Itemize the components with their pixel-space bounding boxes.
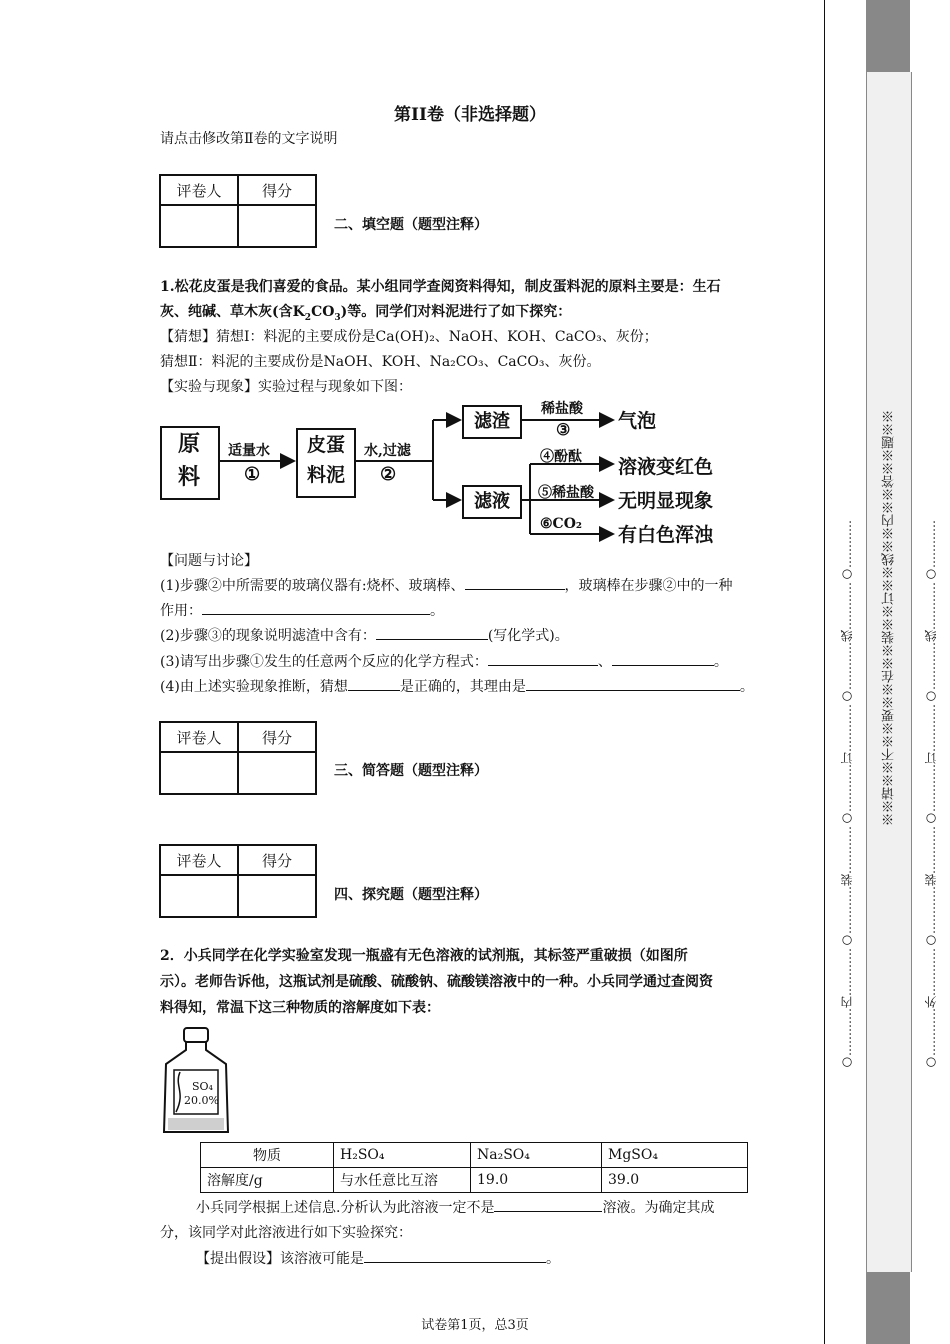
experiment-diagram <box>158 398 738 548</box>
score-table-2 <box>159 721 317 795</box>
answer-blank-7[interactable] <box>526 676 740 691</box>
table-row <box>201 1168 748 1193</box>
filtrate-box: 滤液 <box>462 485 522 519</box>
page-title: 第II卷（非选择题） <box>394 105 546 125</box>
table-cell: Na₂SO₄ <box>471 1143 602 1168</box>
page-footer: 试卷第1页，总3页 <box>421 1318 529 1333</box>
residue-box: 滤渣 <box>462 405 522 439</box>
reviewer-cell[interactable] <box>160 875 238 917</box>
red-solution-label: 溶液变红色 <box>618 456 714 478</box>
answer-blank-6[interactable] <box>348 676 400 691</box>
table-cell: 溶解度/g <box>201 1168 334 1193</box>
bubble-label: 气泡 <box>618 410 657 432</box>
answer-blank-9[interactable] <box>364 1248 546 1263</box>
step2-label: ② <box>380 464 397 485</box>
acid-label: 稀盐酸 <box>541 401 583 417</box>
reagent-bottle <box>160 1026 232 1136</box>
reviewer-cell[interactable] <box>160 752 238 794</box>
q1-exp-heading: 【实验与现象】实验过程与现象如下图： <box>160 379 412 395</box>
q2-part-1b: 分，该同学对此溶液进行如下实验探究： <box>160 1225 412 1241</box>
mud-label: 皮蛋料泥 <box>306 434 345 486</box>
score-cell[interactable] <box>238 875 316 917</box>
section-note: 请点击修改第Ⅱ卷的文字说明 <box>160 131 338 147</box>
co2-label: ⑥CO₂ <box>540 516 583 532</box>
table-cell: 物质 <box>201 1143 334 1168</box>
score-cell[interactable] <box>238 752 316 794</box>
section-heading-explore: 四、探究题（题型注释） <box>334 887 488 903</box>
q1-part-2: (2)步骤③的现象说明滤渣中含有： (写化学式)。 <box>160 625 569 645</box>
q1-part-1b: 作用： 。 <box>160 600 444 620</box>
score-label: 得分 <box>238 722 316 752</box>
q2-part-1: 小兵同学根据上述信息.分析认为此溶液一定不是 溶液。为确定其成 <box>196 1197 714 1217</box>
phenolphthalein-label: ④酚酞 <box>540 449 582 465</box>
q1-part-1: (1)步骤②中所需要的玻璃仪器有:烧杯、玻璃棒、 ，玻璃棒在步骤②中的一种 <box>160 575 733 595</box>
table-cell: MgSO₄ <box>602 1143 748 1168</box>
q1-discuss-heading: 【问题与讨论】 <box>160 553 258 569</box>
filter-label: 水,过滤 <box>364 443 411 459</box>
inner-cut-line: ○…………内…………○…………装…………○…………订…………○…………线…………○………… <box>840 520 854 1070</box>
mud-box <box>296 428 356 498</box>
raw-material-label: 原料 <box>177 431 202 490</box>
bottle-label-concentration: 20.0% <box>184 1094 219 1107</box>
answer-blank-8[interactable] <box>494 1197 602 1212</box>
q1-part-3: (3)请写出步骤①发生的任意两个反应的化学方程式： 、 。 <box>160 651 728 671</box>
margin-band-top <box>866 0 910 72</box>
score-table-1 <box>159 174 317 248</box>
answer-blank-2[interactable] <box>202 600 430 615</box>
table-cell: 与水任意比互溶 <box>334 1168 471 1193</box>
section-heading-short: 三、简答题（题型注释） <box>334 763 488 779</box>
reviewer-cell[interactable] <box>160 205 238 247</box>
answer-blank-3[interactable] <box>376 625 488 640</box>
reviewer-label: 评卷人 <box>160 845 238 875</box>
acid2-label: ⑤稀盐酸 <box>538 485 594 501</box>
table-cell: H₂SO₄ <box>334 1143 471 1168</box>
q1-text-1: 1.松花皮蛋是我们喜爱的食品。某小组同学查阅资料得知，制皮蛋料泥的原料主要是：生石 <box>160 279 721 295</box>
q1-guess-2: 猜想Ⅱ：料泥的主要成份是NaOH、KOH、Na₂CO₃、CaCO₃、灰份。 <box>160 354 601 370</box>
score-label: 得分 <box>238 175 316 205</box>
answer-blank-5[interactable] <box>612 651 714 666</box>
answer-blank-1[interactable] <box>465 575 565 590</box>
score-cell[interactable] <box>238 205 316 247</box>
no-change-label: 无明显现象 <box>618 490 714 512</box>
answer-blank-4[interactable] <box>488 651 598 666</box>
table-row <box>201 1143 748 1168</box>
score-label: 得分 <box>238 845 316 875</box>
q1-guess-1: 【猜想】猜想Ⅰ：料泥的主要成份是Ca(OH)₂、NaOH、KOH、CaCO₃、灰份； <box>160 329 658 345</box>
margin-warning: ※※请※※不※※要※※在※※装※※订※※线※※内※※答※※题※※ <box>882 410 897 826</box>
reviewer-label: 评卷人 <box>160 175 238 205</box>
q2-part-2: 【提出假设】该溶液可能是 。 <box>196 1248 560 1268</box>
step3-label: ③ <box>556 420 571 439</box>
q2-text-2: 示）。老师告诉他，这瓶试剂是硫酸、硫酸钠、硫酸镁溶液中的一种。小兵同学通过查阅资 <box>160 974 713 990</box>
reviewer-label: 评卷人 <box>160 722 238 752</box>
section-heading-fill: 二、填空题（题型注释） <box>334 217 488 233</box>
outer-cut-line: ○…………外…………○…………装…………○…………订…………○…………线…………○………… <box>924 520 938 1070</box>
margin-band-bottom <box>866 1272 910 1344</box>
q1-text-2: 灰、纯碱、草木灰(含$K_2CO_3$)等。同学们对料泥进行了如下探究： <box>160 304 572 323</box>
q2-text-3: 料得知，常温下这三种物质的溶解度如下表： <box>160 1000 440 1016</box>
bottle-label-formula: SO₄ <box>192 1080 213 1093</box>
white-precipitate-label: 有白色浑浊 <box>618 524 714 546</box>
solubility-table <box>200 1142 748 1193</box>
q1-part-4: (4)由上述实验现象推断，猜想 是正确的，其理由是 。 <box>160 676 754 696</box>
score-table-3 <box>159 844 317 918</box>
raw-material-box <box>160 426 220 500</box>
step1-label: ① <box>244 464 261 485</box>
water-label: 适量水 <box>228 443 270 459</box>
table-cell: 19.0 <box>471 1168 602 1193</box>
q2-text-1: 2．小兵同学在化学实验室发现一瓶盛有无色溶液的试剂瓶，其标签严重破损（如图所 <box>160 948 688 964</box>
table-cell: 39.0 <box>602 1168 748 1193</box>
